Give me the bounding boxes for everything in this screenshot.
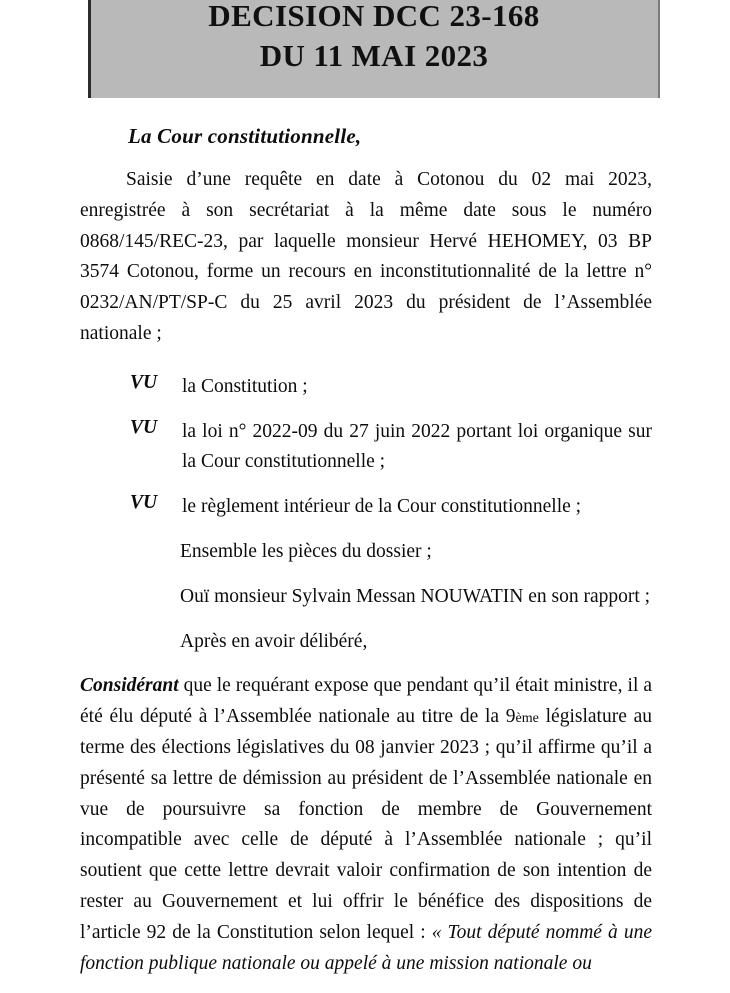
constitution-quote: « Tout député nommé à une fonction publique nationale ou appelé à une mission nationale ou [80,921,652,974]
intro-paragraph: Saisie d’une requête en date à Cotonou du 02 mai 2023, enregistrée à son secrétariat à la même date sous le numéro 0868/145/REC-23, par laquelle monsieur Hervé HEHOMEY, 03 BP 3574 Cotonou, forme un recours en inconstitutionnalité de la lettre n° 0232/AN/PT/SP-C du 25 avril 2023 du président de l’Assemblée nationale ; [80,169,652,344]
vu-label: VU [130,492,158,514]
vu-item [80,492,652,523]
dossier-line: Ensemble les pièces du dossier ; [180,540,432,562]
legislature-ordinal: ème [515,710,539,727]
court-heading: La Cour constitutionnelle, [128,124,362,148]
considerant-lead: Considérant [80,675,179,697]
considerant-text-part1: que le requérant expose que pendant qu’il était ministre, il a été élu député à l’Assemblée nationale au titre de la 9 [80,675,652,728]
vu-text: la loi n° 2022-09 du 27 juin 2022 portant loi organique sur la Cour constitutionnelle ; [182,420,652,473]
rapporteur-line: Ouï monsieur Sylvain Messan NOUWATIN en son rapport ; [180,585,651,607]
vu-label: VU [130,371,158,393]
decision-title-line2: DU 11 MAI 2023 [259,37,489,73]
deliberation-line: Après en avoir délibéré, [180,630,368,652]
vu-list [80,372,652,658]
vu-text: le règlement intérieur de la Cour constitutionnelle ; [182,496,582,518]
vu-label: VU [130,416,158,438]
considerant-paragraph [80,671,652,979]
decision-title [88,0,660,75]
document-body [80,124,652,993]
decision-title-line1: DECISION DCC 23-168 [208,0,540,33]
considerant-text-part2: législature au terme des élections législatives du 08 janvier 2023 ; qu’il affirme qu’il a présenté sa lettre de démission au président de l’Assemblée nationale en vue de poursuivre sa fonction de membre de Gouvernement incompatible avec celle de député à l’Assemblée nationale ; qu’il soutient que cette lettre devrait valoir confirmation de son intention de rester au Gouvernement et lui offrir le bénéfice des dispositions de l’article 92 de la Constitution selon lequel : [80,706,652,943]
vu-item [80,417,652,479]
vu-text: la Constitution ; [182,375,308,397]
vu-item [80,372,652,403]
